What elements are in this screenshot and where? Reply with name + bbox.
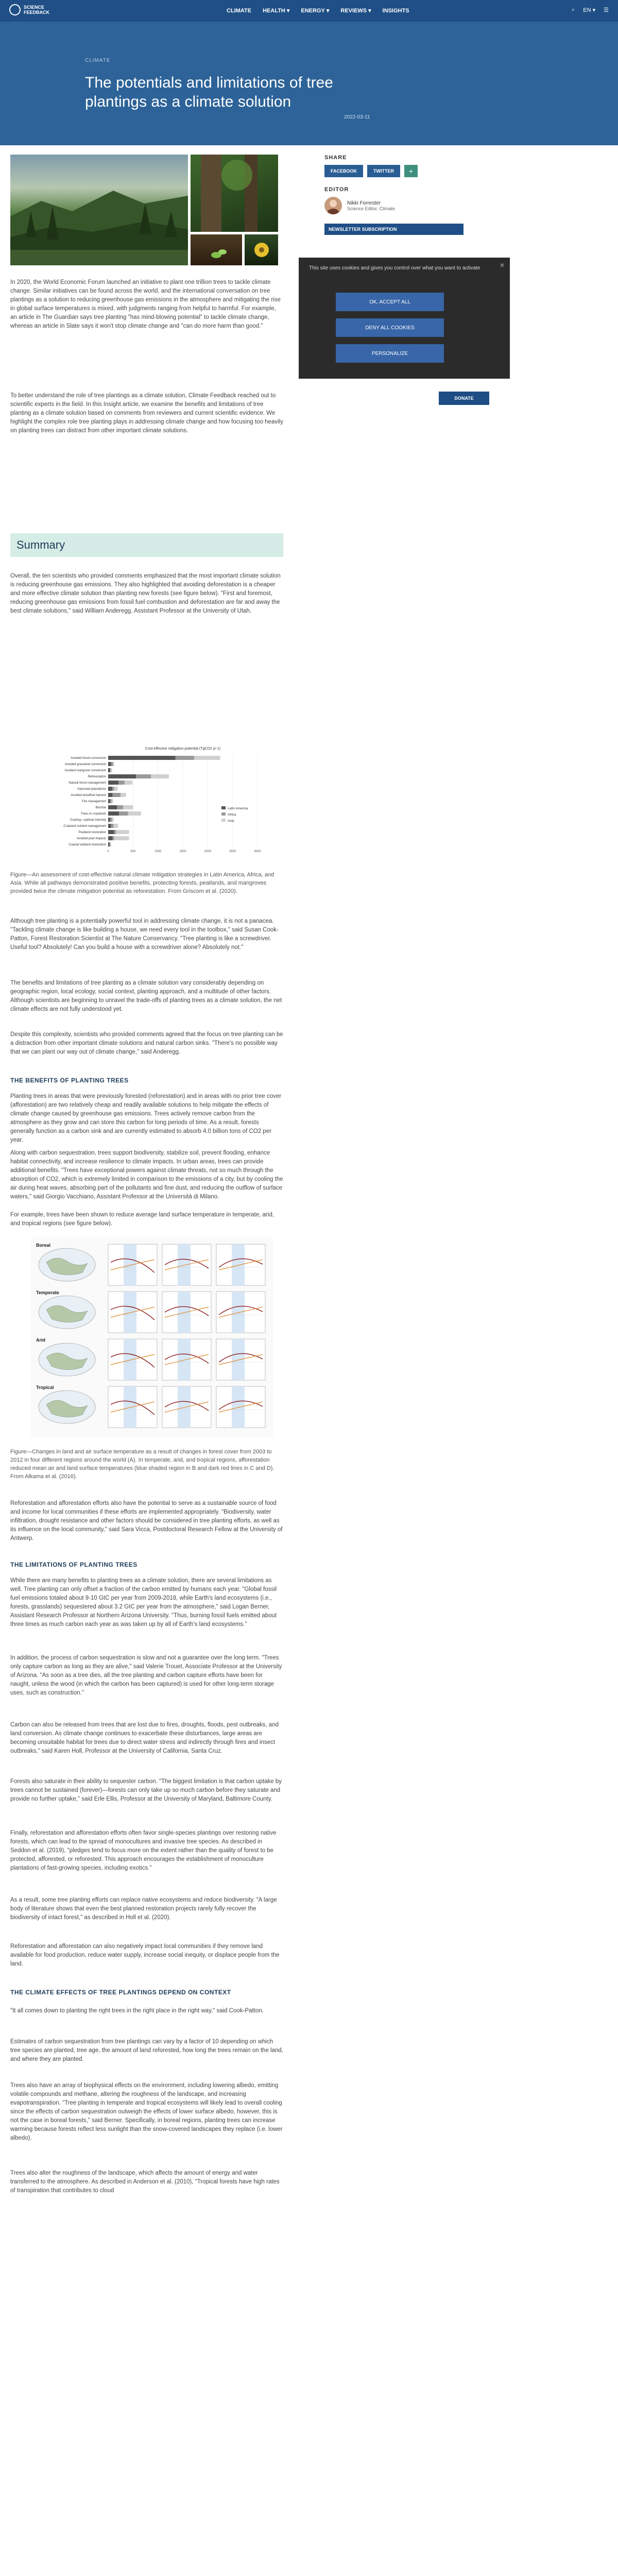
legend-swatch bbox=[221, 819, 226, 822]
bar-segment bbox=[111, 768, 112, 772]
bar-segment bbox=[114, 787, 118, 791]
legend-swatch bbox=[221, 806, 226, 809]
logo-mark-icon bbox=[9, 4, 21, 15]
cookie-consent-dialog bbox=[299, 258, 510, 379]
limitations-heading: THE LIMITATIONS OF PLANTING TREES bbox=[10, 1561, 138, 1568]
bar-segment bbox=[108, 781, 118, 785]
category-label: Coastal wetland restoration bbox=[68, 843, 106, 846]
bar-segment bbox=[151, 774, 169, 778]
category-label: Reforestation bbox=[88, 775, 106, 778]
limitations-paragraph-1: While there are many benefits to planting trees as a climate solution, there are several limitations as well. Tree planting can only offset a fraction of the carbon emitted by humans each year. "Global fossil fuel emissions totaled about 9-10 GtC per year from 2009-2018, while Earth's land ecosystems (i.e., forests, grasslands) sequestered about 3.2 GtC per year from the atmosphere," said Logan Berner, Assistant Research Professor at Northern Arizona University. "Thus, burning fossil fuels emitted about three times as much carbon each year as was taken up by all of Earth's land ecosystems." bbox=[10, 1578, 277, 1628]
shaded-band bbox=[124, 1244, 136, 1285]
bar-segment bbox=[108, 830, 114, 834]
editor-name[interactable]: Nikki Forrester bbox=[347, 200, 381, 206]
bar-segment bbox=[108, 768, 110, 772]
bar-segment bbox=[128, 811, 141, 816]
category-label: Improved plantations bbox=[77, 788, 106, 791]
logo-line1: SCIENCE bbox=[24, 5, 45, 10]
cookie-message: This site uses cookies and gives you control over what you want to activate bbox=[309, 265, 480, 271]
more-share-button[interactable]: + bbox=[404, 165, 418, 177]
x-tick-label: 3000 bbox=[254, 850, 261, 853]
bar-segment bbox=[117, 805, 123, 809]
category-label: Peatland restoration bbox=[78, 831, 106, 834]
deny-all-cookies-button[interactable]: DENY ALL COOKIES bbox=[336, 318, 444, 337]
bar-segment bbox=[116, 830, 129, 834]
bar-segment bbox=[125, 781, 132, 785]
nav-item-energy[interactable]: ENERGY ▾ bbox=[301, 7, 330, 14]
share-heading: SHARE bbox=[324, 155, 347, 161]
bar-segment bbox=[108, 756, 176, 760]
bar-segment bbox=[111, 762, 113, 766]
chevron-down-icon: ▾ bbox=[368, 8, 371, 14]
bar-segment bbox=[113, 836, 114, 840]
category-label: Avoided mangrove conversion bbox=[64, 769, 106, 772]
bar-segment bbox=[119, 811, 128, 816]
bar-segment bbox=[110, 799, 112, 803]
benefits-heading: THE BENEFITS OF PLANTING TREES bbox=[10, 1077, 129, 1084]
bar-segment bbox=[112, 787, 114, 791]
category-label: Avoided peat impacts bbox=[76, 837, 106, 840]
bar-segment bbox=[110, 818, 112, 822]
flower-photo bbox=[245, 234, 278, 265]
temperature-change-figure bbox=[31, 1236, 273, 1437]
bar-segment bbox=[108, 811, 119, 816]
category-label: Avoided forest conversion bbox=[71, 757, 106, 760]
summary-banner bbox=[10, 533, 283, 557]
legend-swatch bbox=[221, 812, 226, 816]
site-logo[interactable] bbox=[9, 4, 49, 15]
twitter-share-button[interactable]: TWITTER bbox=[367, 165, 400, 177]
category-label: Avoided grassland conversion bbox=[65, 763, 106, 766]
language-select[interactable]: EN ▾ bbox=[583, 7, 596, 13]
chevron-down-icon: ▾ bbox=[286, 8, 290, 14]
shaded-band bbox=[232, 1244, 245, 1285]
climate-effects-paragraph-4: Trees also alter the roughness of the landscape, which affects the amount of energy and water transferred to the atmosphere. As described in Anderson et al. (2010), "Tropical forests have high rates of transpiration that contributes to cloud bbox=[10, 2170, 280, 2194]
x-tick-label: 2000 bbox=[204, 850, 212, 853]
nav-item-reviews[interactable]: REVIEWS ▾ bbox=[340, 7, 371, 14]
bar-segment bbox=[111, 824, 114, 828]
benefits-paragraph-1: Planting trees in areas that were previously forested (reforestation) and in areas with no prior tree cover (afforestation) are two relatively cheap and readily available solutions to help mitigate the effects of climate change caused by greenhouse gas emissions. Trees actively remove carbon from the atmosphere as they grow and can store this carbon for long periods of time. As a result, forests generally function as a carbon sink and are currently estimated to absorb 4.0 billion tons of CO2 per year. bbox=[10, 1093, 282, 1143]
legend-label: Asia bbox=[228, 819, 234, 823]
search-icon[interactable]: ⌕ bbox=[572, 7, 575, 13]
bar-segment bbox=[108, 793, 113, 797]
nav-item-insights[interactable]: INSIGHTS bbox=[382, 7, 409, 14]
limitations-paragraph-4: Forests also saturate in their ability to sequester carbon. "The biggest limitation is that carbon uptake by trees cannot be sustained (forever)—forests can only take up so much carbon before they saturate and provide no further uptake," said Erle Ellis, Professor at the University of Maryland, Baltimore County. bbox=[10, 1778, 282, 1802]
logo-line2: FEEDBACK bbox=[24, 10, 50, 15]
intro-paragraph-2: To better understand the role of tree plantings as a climate solution, Climate Feedback reached out to scientific experts in the field. In this Insight article, we examine the benefits and limitations of tree planting as a climate solution based on comments from reviewers and current scientific evidence. We highlight the complex role tree planting plays in addressing climate change and how focusing too heavily on planting trees can distract from other important climate solutions. bbox=[10, 393, 283, 434]
climate-effects-paragraph-1: "It all comes down to planting the right trees in the right place in the right way," said Cook-Patton. bbox=[10, 2008, 264, 2014]
personalize-cookies-button[interactable]: PERSONALIZE bbox=[336, 344, 444, 363]
main-nav bbox=[227, 7, 409, 14]
facebook-share-button[interactable]: FACEBOOK bbox=[324, 165, 363, 177]
bar-segment bbox=[121, 793, 126, 797]
shaded-band bbox=[232, 1292, 245, 1333]
article-category[interactable]: CLIMATE bbox=[85, 58, 111, 63]
limitations-paragraph-7: Reforestation and afforestation can also negatively impact local communities if they remove land available for food production, reduce water supply, increase social inequity, or displace people from the land. bbox=[10, 1943, 280, 1967]
top-navbar bbox=[0, 0, 618, 22]
shaded-band bbox=[178, 1386, 191, 1428]
category-label: Grazing—optimal intensity bbox=[70, 819, 106, 822]
bar-segment bbox=[118, 781, 125, 785]
article-title: The potentials and limitations of tree plantings as a climate solution bbox=[85, 74, 333, 110]
menu-icon[interactable]: ☰ bbox=[604, 7, 609, 13]
region-label: Arid bbox=[36, 1337, 45, 1343]
benefits-paragraph-2: Along with carbon sequestration, trees support biodiversity, stabilize soil, prevent flooding, enhance habitat connectivity, and increase resilience to climate impacts. In urban areas, trees can provide additional benefits. "Trees have exceptional powers against climate threats, not so much through the absorption of CO2, which is extremely limited in comparison to the emissions of a city, but by cooling the air during heat waves, absorbing part of the pollutants and fine dust, and reducing the outflow of surface waters," said Giorgio Vacchiano, Assistant Professor at the Università di Milano. bbox=[10, 1150, 283, 1200]
nav-item-health[interactable]: HEALTH ▾ bbox=[263, 7, 290, 14]
bar-segment bbox=[108, 836, 113, 840]
bar-segment bbox=[176, 756, 195, 760]
legend-label: Latin America bbox=[228, 807, 248, 810]
bar-segment bbox=[113, 762, 114, 766]
bar-segment bbox=[108, 818, 110, 822]
x-tick-label: 1000 bbox=[154, 850, 162, 853]
shaded-band bbox=[232, 1386, 245, 1428]
bar-segment bbox=[136, 774, 151, 778]
chevron-down-icon: ▾ bbox=[326, 8, 330, 14]
newsletter-subscription-button[interactable]: NEWSLETTER SUBSCRIPTION bbox=[324, 224, 464, 235]
benefits-paragraph-4: Reforestation and afforestation efforts also have the potential to serve as a sustainable source of food and income for local communities if these efforts are implemented appropriately. "Biodiversity, water infiltration, drought resistance and other factors should be considered in tree planting efforts, as well as its influence on the local community," said Sara Vicca, Postdoctoral Research Fellow at the University of Antwerp. bbox=[10, 1500, 283, 1541]
article-date: 2022-03-11 bbox=[344, 114, 370, 120]
shaded-band bbox=[124, 1339, 136, 1380]
mitigation-potential-chart bbox=[31, 744, 268, 863]
limitations-paragraph-6: As a result, some tree planting efforts can replace native ecosystems and reduce biodiversity. "A large body of literature shows that even the best planned restoration projects rarely fully recover the biodiversity of intact forest," as described in Holl et al. (2020). bbox=[10, 1897, 277, 1921]
tree-trunk-photo bbox=[191, 155, 278, 232]
shaded-band bbox=[178, 1339, 191, 1380]
shaded-band bbox=[124, 1386, 136, 1428]
bar-segment bbox=[114, 830, 116, 834]
bar-segment bbox=[114, 836, 129, 840]
bar-segment bbox=[108, 762, 111, 766]
avatar bbox=[324, 197, 342, 214]
article-sidebar bbox=[324, 155, 464, 235]
category-label: Cropland nutrient management bbox=[63, 825, 106, 828]
benefits-paragraph-3: For example, trees have been shown to reduce average land surface temperature in temperate, arid, and tropical regions (see figure below). bbox=[10, 1212, 274, 1227]
nav-item-climate[interactable]: CLIMATE bbox=[227, 7, 252, 14]
shaded-band bbox=[178, 1292, 191, 1333]
forest-landscape-photo bbox=[10, 155, 188, 265]
summary-paragraph-3: The benefits and limitations of tree planting as a climate solution vary considerably depending on geographic region, local ecology, social context, planting approach, and a multitude of other factors. Although scientists are beginning to unravel the trade-offs of planting trees as a climate solution, the net climate effects are not fully understood yet. bbox=[10, 980, 282, 1012]
editor-heading: EDITOR bbox=[324, 187, 349, 193]
category-label: Trees in croplands bbox=[80, 812, 106, 816]
bar-segment bbox=[194, 756, 220, 760]
shaded-band bbox=[232, 1339, 245, 1380]
x-tick-label: 2500 bbox=[229, 850, 236, 853]
article-hero bbox=[0, 22, 618, 145]
editor-role: Science Editor, Climate bbox=[347, 206, 396, 211]
seedling-photo bbox=[191, 234, 242, 265]
limitations-paragraph-3: Carbon can also be released from trees that are lost due to fires, droughts, floods, pest outbreaks, and land conversion. As climate change continues to exacerbate these disturbances, large areas are becoming unsuitable habitat for trees due to direct water stress and indirectly through fires and insect outbreaks," said Karen Holl, Professor at the University of California, Santa Cruz. bbox=[10, 1722, 279, 1754]
legend-label: Africa bbox=[228, 813, 236, 817]
bar-segment bbox=[108, 799, 110, 803]
x-tick-label: 1500 bbox=[179, 850, 186, 853]
figure-caption-1: Figure—An assessment of cost-effective natural climate mitigation strategies in Latin America, Africa, and Asia. While all pathways demonstrated positive benefits, protecting forests, peatlands, and mangroves provided twice the climate mitigation potential as reforestation. From Griscom et al. (2020). bbox=[10, 872, 274, 894]
bar-segment bbox=[108, 805, 117, 809]
limitations-paragraph-2: In addition, the process of carbon sequestration is slow and not a guarantee over the long term. "Trees only capture carbon as long as they are alive," said Valerie Trouet, Associate Professor at the University of Arizona. "As soon as a tree dies, all the tree planting and carbon capture efforts have been for naught, unless the wood (in which the carbon has been captured) is used for other long-term storage uses, such as construction." bbox=[10, 1655, 282, 1696]
x-tick-label: 0 bbox=[107, 850, 109, 853]
bar-segment bbox=[110, 768, 111, 772]
limitations-paragraph-5: Finally, reforestation and afforestation efforts often favor single-species plantings over restoring native forests, which can lead to the spread of monocultures and invasive tree species. As described in Seddon et al. (2019), "pledges tend to focus more on the extent rather than the quality of forest to be protected, afforested, or reforested. This approach encourages the establishment of monoculture plantations of fast-growing species, including exotics." bbox=[10, 1830, 277, 1871]
region-label: Boreal bbox=[36, 1243, 51, 1248]
bar-segment bbox=[112, 818, 114, 822]
accept-all-cookies-button[interactable]: OK, ACCEPT ALL bbox=[336, 293, 444, 311]
bar-segment bbox=[108, 787, 112, 791]
shaded-band bbox=[124, 1292, 136, 1333]
bar-segment bbox=[108, 842, 110, 846]
category-label: Natural forest management bbox=[68, 782, 106, 785]
bar-segment bbox=[114, 824, 118, 828]
summary-heading: Summary bbox=[16, 538, 65, 551]
bar-segment bbox=[108, 824, 111, 828]
chart-title: Cost-effective mitigation potential (TgCO2 yr-1) bbox=[145, 747, 221, 751]
region-label: Temperate bbox=[36, 1290, 59, 1295]
x-tick-label: 500 bbox=[130, 850, 136, 853]
category-label: Biochar bbox=[95, 806, 106, 809]
category-label: Fire management bbox=[81, 800, 106, 803]
figure-caption-2: Figure—Changes in land and air surface temperature as a result of changes in forest cover from 2003 to 2012 in four different regions around the world (A). In temperate, arid, and tropical regions, afforestation reduced mean air and land surface temperatures (blue shaded region in B and dark red lines in C and D). From Alkama et al. (2016). bbox=[10, 1449, 274, 1480]
climate-effects-heading: THE CLIMATE EFFECTS OF TREE PLANTINGS DEPEND ON CONTEXT bbox=[10, 1989, 231, 1996]
climate-effects-paragraph-3: Trees also have an array of biophysical effects on the environment, including lowering albedo, emitting volatile compounds and methane, altering the roughness of the landscape, and increasing evapotranspiration. "Tree planting in temperate and tropical ecosystems will likely lead to overall cooling since the effects of carbon sequestration outweigh the effects of lower surface albedo, however, this is not the case in boreal forests," said Berner. Specifically, in boreal regions, planting trees can increase warming because forests reflect less sunlight than the snow-covered landscapes they replace (i.e. lower albedo). bbox=[10, 2082, 283, 2141]
category-label: Avoided woodfuel harvest bbox=[71, 794, 106, 797]
summary-paragraph-2: Although tree planting is a potentially powerful tool in addressing climate change, it is not a panacea. "Tackling climate change is like building a house, we need every tool in the toolbox," said Susan Cook-Patton, Forest Restoration Scientist at The Nature Conservancy. "Tree planting is like a screwdriver. Useful tool? Absolutely! Can you build a house with a screwdriver alone? Absolutely not." bbox=[10, 918, 279, 951]
climate-effects-paragraph-2: Estimates of carbon sequestration from tree plantings can vary by a factor of 10 depending on which tree species are planted, tree age, the amount of land reforested, how long the trees remain on the land, and where they are planted. bbox=[10, 2039, 283, 2062]
editor-card bbox=[324, 197, 464, 214]
summary-paragraph-1: Overall, the ten scientists who provided comments emphasized that the most important climate solution is reducing greenhouse gas emissions. They also highlighted that avoiding deforestation is a cheaper and more effective climate solution than planting new forests (see figure below). "First and foremost, reducing greenhouse gas emissions from fossil fuel combustion and deforestation are far and away the best climate solutions," said William Anderegg, Assistant Professor at the University of Utah. bbox=[10, 573, 281, 614]
bar-segment bbox=[108, 774, 136, 778]
donate-button[interactable]: DONATE bbox=[439, 392, 489, 405]
bar-segment bbox=[113, 793, 121, 797]
region-label: Tropical bbox=[36, 1385, 54, 1390]
summary-paragraph-4: Despite this complexity, scientists who provided comments agreed that the focus on tree planting can be a distraction from other important climate solutions and natural carbon sinks. "There's no possible way that we can plant our way out of climate change," said Anderegg. bbox=[10, 1031, 283, 1055]
close-icon[interactable]: ✕ bbox=[499, 262, 505, 269]
bar-segment bbox=[110, 842, 111, 846]
bar-segment bbox=[112, 799, 113, 803]
intro-paragraph-1: In 2020, the World Economic Forum launched an initiative to plant one trillion trees to tackle climate change. Similar initiatives can be found across the world, and the international conversation on tree plantings as a solution to reducing greenhouse gas emissions in the atmosphere and mitigating the rise in global surface temperatures is mixed, with judgments ranging from helpful to harmful. For example, an article in The Guardian says tree planting "has mind-blowing potential" to tackle climate change, whereas an article in Slate says it won't stop climate change and "can do more harm than good." bbox=[10, 279, 281, 329]
bar-segment bbox=[123, 805, 133, 809]
shaded-band bbox=[178, 1244, 191, 1285]
